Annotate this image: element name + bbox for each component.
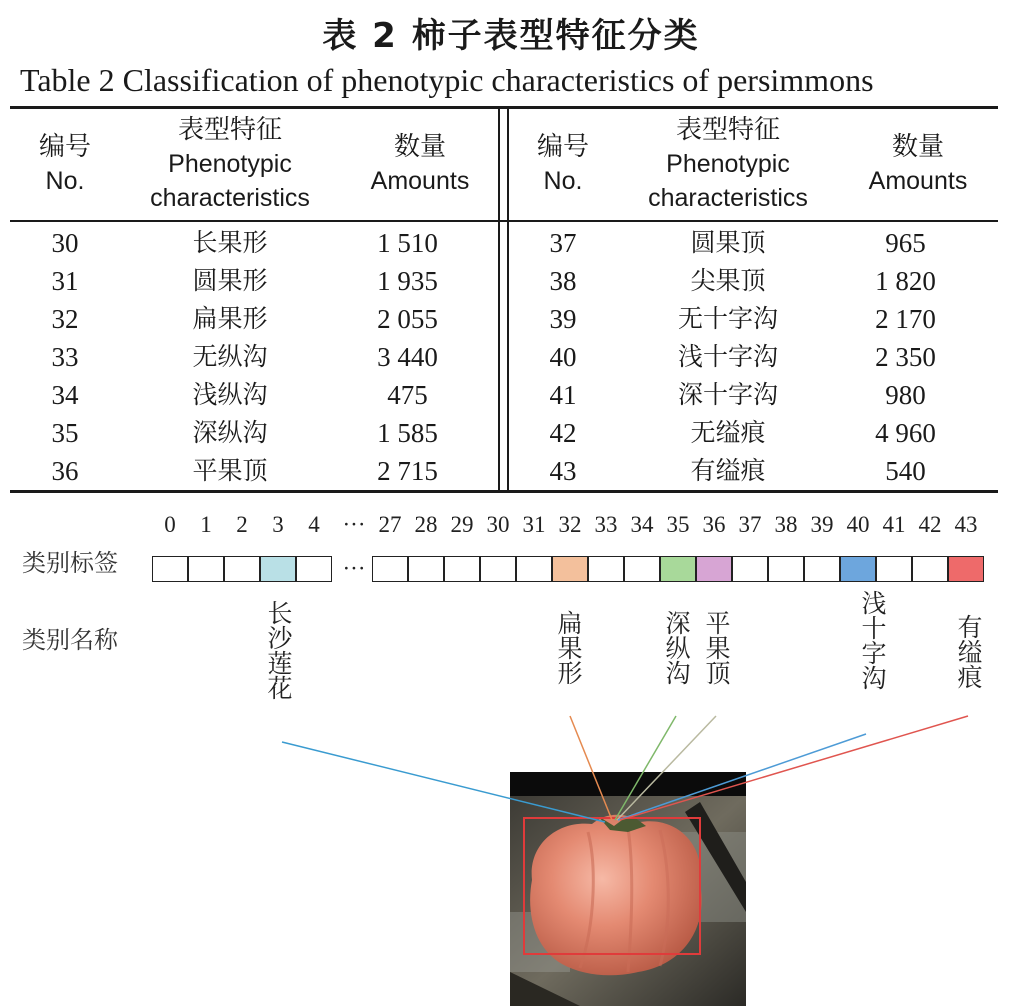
header-pheno-left: 表型特征 Phenotypic characteristics [150, 115, 310, 212]
category-name-40: 浅十字沟 [858, 590, 887, 690]
header-amount-right: 数量 Amounts [868, 132, 968, 195]
column-divider-right [507, 108, 509, 490]
table-row [518, 300, 988, 338]
table-row [20, 414, 490, 452]
index-label: 30 [486, 512, 510, 537]
cell-feature: 圆果顶 [690, 228, 766, 257]
index-label: 39 [810, 512, 834, 537]
cell-amount: 2 350 [875, 342, 936, 372]
cell-amount: 1 585 [377, 418, 438, 448]
label-box-27 [372, 556, 408, 582]
label-box-43 [948, 556, 984, 582]
index-label: 38 [774, 512, 798, 537]
cell-feature: 浅纵沟 [192, 380, 268, 409]
category-name-36: 平果顶 [702, 610, 731, 685]
table-title-en: Table 2 Classification of phenotypic characteristics of persimmons [20, 62, 874, 98]
header-amount-left: 数量 Amounts [370, 132, 470, 195]
index-ellipsis: ··· [342, 512, 366, 537]
header-no-right: 编号 No. [536, 132, 589, 195]
index-label: 32 [558, 512, 582, 537]
table-body-left [20, 224, 490, 490]
table-row [518, 262, 988, 300]
label-box-1 [188, 556, 224, 582]
persimmon-photo [510, 772, 746, 1006]
header-rule [10, 220, 998, 222]
column-divider-left [498, 108, 500, 490]
label-box-30 [480, 556, 516, 582]
index-label: 31 [522, 512, 546, 537]
index-label: 4 [308, 512, 320, 537]
cell-amount: 4 960 [875, 418, 936, 448]
table-row [20, 224, 490, 262]
index-label: 28 [414, 512, 438, 537]
index-label: 1 [200, 512, 212, 537]
index-label: 35 [666, 512, 690, 537]
index-label: 41 [882, 512, 906, 537]
cell-feature: 深纵沟 [192, 418, 268, 447]
header-pheno-right: 表型特征 Phenotypic characteristics [648, 115, 808, 212]
cell-no: 39 [549, 304, 577, 334]
cell-amount: 980 [885, 380, 926, 410]
table-row [20, 338, 490, 376]
label-box-36 [696, 556, 732, 582]
cell-no: 34 [51, 380, 79, 410]
cell-amount: 1 510 [377, 228, 438, 258]
index-label: 37 [738, 512, 762, 537]
cell-feature: 浅十字沟 [677, 342, 778, 371]
index-label: 2 [236, 512, 248, 537]
index-label: 27 [378, 512, 402, 537]
cell-no: 33 [51, 342, 79, 372]
cell-feature: 深十字沟 [677, 380, 778, 409]
cell-feature: 有缢痕 [690, 456, 766, 485]
cell-no: 32 [51, 304, 79, 334]
category-name-32: 扁果形 [554, 610, 583, 685]
header-no-left: 编号 No. [38, 132, 91, 195]
index-row [152, 512, 992, 542]
category-name-43: 有缢痕 [954, 614, 983, 689]
cell-amount: 1 935 [377, 266, 438, 296]
cell-no: 31 [51, 266, 79, 296]
cell-no: 41 [549, 380, 577, 410]
category-name-title: 类别名称 [22, 626, 118, 654]
label-box-38 [768, 556, 804, 582]
label-box-28 [408, 556, 444, 582]
cell-no: 37 [549, 228, 577, 258]
cell-no: 42 [549, 418, 577, 448]
index-label: 3 [272, 512, 284, 537]
index-label: 43 [954, 512, 978, 537]
table-row [518, 414, 988, 452]
label-box-0 [152, 556, 188, 582]
cell-amount: 2 170 [875, 304, 936, 334]
label-box-34 [624, 556, 660, 582]
top-rule [10, 106, 998, 109]
cell-amount: 1 820 [875, 266, 936, 296]
label-box-33 [588, 556, 624, 582]
cell-amount: 2 715 [377, 456, 438, 486]
label-box-37 [732, 556, 768, 582]
cell-feature: 圆果形 [192, 266, 268, 295]
index-label: 33 [594, 512, 618, 537]
index-label: 42 [918, 512, 942, 537]
label-box-41 [876, 556, 912, 582]
label-box-39 [804, 556, 840, 582]
table-row [20, 262, 490, 300]
cell-feature: 长果形 [192, 228, 268, 257]
cell-no: 35 [51, 418, 79, 448]
index-label: 0 [164, 512, 176, 537]
cell-no: 40 [549, 342, 577, 372]
cell-amount: 965 [885, 228, 926, 258]
cell-no: 43 [549, 456, 577, 486]
label-box-31 [516, 556, 552, 582]
table-row [20, 452, 490, 490]
table-row [20, 300, 490, 338]
label-box-32 [552, 556, 588, 582]
table-row [518, 224, 988, 262]
label-box-4 [296, 556, 332, 582]
table-row [20, 376, 490, 414]
index-label: 29 [450, 512, 474, 537]
cell-amount: 540 [885, 456, 926, 486]
cell-feature: 无缢痕 [690, 418, 766, 447]
label-box-42 [912, 556, 948, 582]
cell-feature: 无十字沟 [677, 304, 778, 333]
cell-amount: 3 440 [377, 342, 438, 372]
label-box-3 [260, 556, 296, 582]
table-title-cn: 表 2 柿子表型特征分类 [322, 16, 700, 56]
cell-no: 30 [51, 228, 79, 258]
index-label: 36 [702, 512, 726, 537]
cell-feature: 尖果顶 [690, 266, 766, 295]
category-label-title: 类别标签 [22, 549, 118, 577]
box-ellipsis: ··· [342, 556, 366, 581]
cell-feature: 平果顶 [192, 456, 268, 485]
index-label: 40 [846, 512, 870, 537]
label-box-row [152, 556, 992, 584]
bottom-rule [10, 490, 998, 493]
label-box-40 [840, 556, 876, 582]
cell-amount: 475 [387, 380, 428, 410]
table-row [518, 376, 988, 414]
index-label: 34 [630, 512, 654, 537]
cell-feature: 扁果形 [192, 304, 268, 333]
table-row [518, 338, 988, 376]
category-name-3: 长沙莲花 [264, 600, 293, 700]
table-body-right [518, 224, 988, 490]
label-box-29 [444, 556, 480, 582]
cell-no: 36 [51, 456, 79, 486]
cell-no: 38 [549, 266, 577, 296]
table-row [518, 452, 988, 490]
cell-amount: 2 055 [377, 304, 438, 334]
label-box-2 [224, 556, 260, 582]
category-name-35: 深纵沟 [662, 610, 691, 685]
label-box-35 [660, 556, 696, 582]
cell-feature: 无纵沟 [192, 342, 268, 371]
